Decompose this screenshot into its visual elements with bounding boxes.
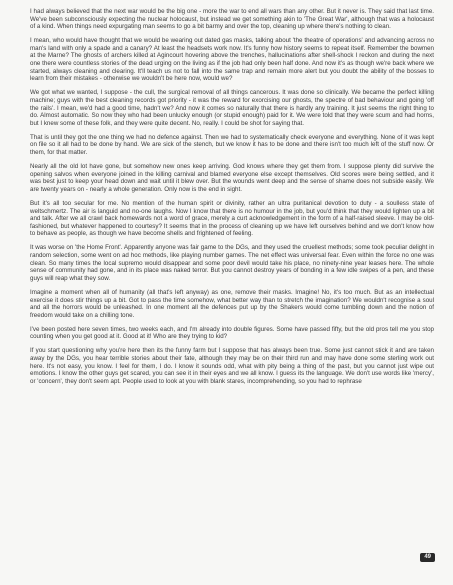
- paragraph: If you start questioning why you're here then its the funny farm but I suppose that has always been true. Some just cannot stick it and are taken away by the DGs, you hear terrible stories about their fate, although they may be on their third run and may have done some sterling work out here. It's not easy, you know. I feel for them, I do. I know it sounds odd, what with pity being a thing of the past, but you cannot just wipe out emotions. I know the other guys get scared, you can see it in their eyes and we all know. I guess its the language. We don't use words like 'mercy', or 'concern', they don't seem apt. People used to look at you with blank stares, incomprehending, so you had to rephrase: [30, 347, 434, 385]
- paragraph: But it's all too secular for me. No mention of the human spirit or divinity, rather an ultra puritanical devotion to duty - a soulless state of weltschmertz. The air is languid and no-one laughs. Now I know that there is no humour in the job, but you'd think that they would lighten up a bit and talk. After we all crawl back homewards not a word of grace, merely a curt acknowledgement in the form of a half-raised sleeve. I may be old-fashioned, but whatever happened to courtesy? It seems that in the process of cleaning up we have left ourselves behind and we don't know how to behave as people, as though we have become shells and frightened of feeling.: [30, 199, 434, 238]
- paragraph: Imagine a moment when all of humanity (all that's left anyway) as one, remove their masks. Imagine! No, it's too much. But as an intellectual exercise it does stir things up a bit. Got to pass the time somehow, what better way than to stretch the imagination? We wouldn't recognise a soul and all the horrors would be unleashed. In one moment all the defences put up by the Shakers would come tumbling down and the notion of freedom would take on a chilling tone.: [30, 288, 434, 319]
- paragraph: I had always believed that the next war would be the big one - more the war to end all wars than any other. But it never is. They said that last time. We've been subconsciously expecting the nuclear holocaust, but instead we get something akin to 'The Great War', although that was a holocaust of a kind. When things need expurgating man seems to go a bit barmy and over the top, cleaning up where there's nothing to clean.: [30, 8, 434, 31]
- paragraph: That is until they got the one thing we had no defence against. Then we had to systematically check everyone and everything. None of it was kept on file so it all had to be done by hand. We are sick of the stench, but we know it has to be done and there isn't too much left of the stuff now. Or them, for that matter.: [30, 133, 434, 156]
- paragraph: I mean, who would have thought that we would be wearing out dated gas masks, talking about 'the theatre of operations' and advancing across no man's land with only a spade and a canary? At least the headsets work now. It's funny how history seems to repeat itself. Remember the bowmen at the Marne? The ghosts of archers killed at Agincourt hovering above the trenches, hallucinations after shell-shock I reckon and during the next one there were countless stories of the dead urging on the living as if the job had only been half done. And now it's as though we're back where we started, always cleaning and clearing. It'll teach us not to fall into the same trap and remain more alert but you doubt the ability of the bosses to learn from their mistakes - otherwise we wouldn't be here now, would we?: [30, 37, 434, 83]
- paragraph: I've been posted here seven times, two weeks each, and I'm already into double figures. Some have passed fifty, but the old pros tell me you stop counting when you get good at it. Good at it! Who are they trying to kid?: [30, 325, 434, 341]
- paragraph: Nearly all the old lot have gone, but somehow new ones keep arriving. God knows where they get them from. I suppose plenty did survive the opening salvos when everyone joined in the killing carnival and blamed everyone else except themselves. Old scores were being settled, and it was best just to keep your head down and wait until it blew over. But the wounds went deep and the sense of shame does not subside easily. We are twenty years on - nearly a whole generation. Only now is the end in sight.: [30, 163, 434, 193]
- paragraph: We got what we wanted, I suppose - the cull, the surgical removal of all things cancerous. It was done so clinically. We became the perfect killing machine; guys with the best cleaning records got priority - it was the reward for exorcising our ghosts, the spectre of bad behaviour and going 'off the rails'. I mean, we'd had a good time, hadn't we? And now it comes so naturally that there is hardly any training. It just seems the right thing to do. Almost automatic. So now they who had been unlucky enough (or stupid enough) paid for it. We were told that they were scum and had horns, but I knew some of these folk, and they were quite decent. No, really. I could be shot for saying that.: [30, 89, 434, 127]
- article-body: [30, 8, 434, 392]
- page-number: 49: [420, 553, 435, 562]
- paragraph: It was worse on 'the Home Front'. Apparently anyone was fair game to the DGs, and they used the cruellest methods; some took peculiar delight in random selection, some went on ad hoc methods, like playing number games. The net effect was universal fear. Even within the force no one was clean. So many times the local supremo would disappear and some poor devil would take his place, no ninety-nine year leases here. The whole sense of community had gone, and in its place was naked terror. But you cannot destroy years of bonding in a few idle swipes of a pen, and these guys will reap what they sow.: [30, 244, 434, 282]
